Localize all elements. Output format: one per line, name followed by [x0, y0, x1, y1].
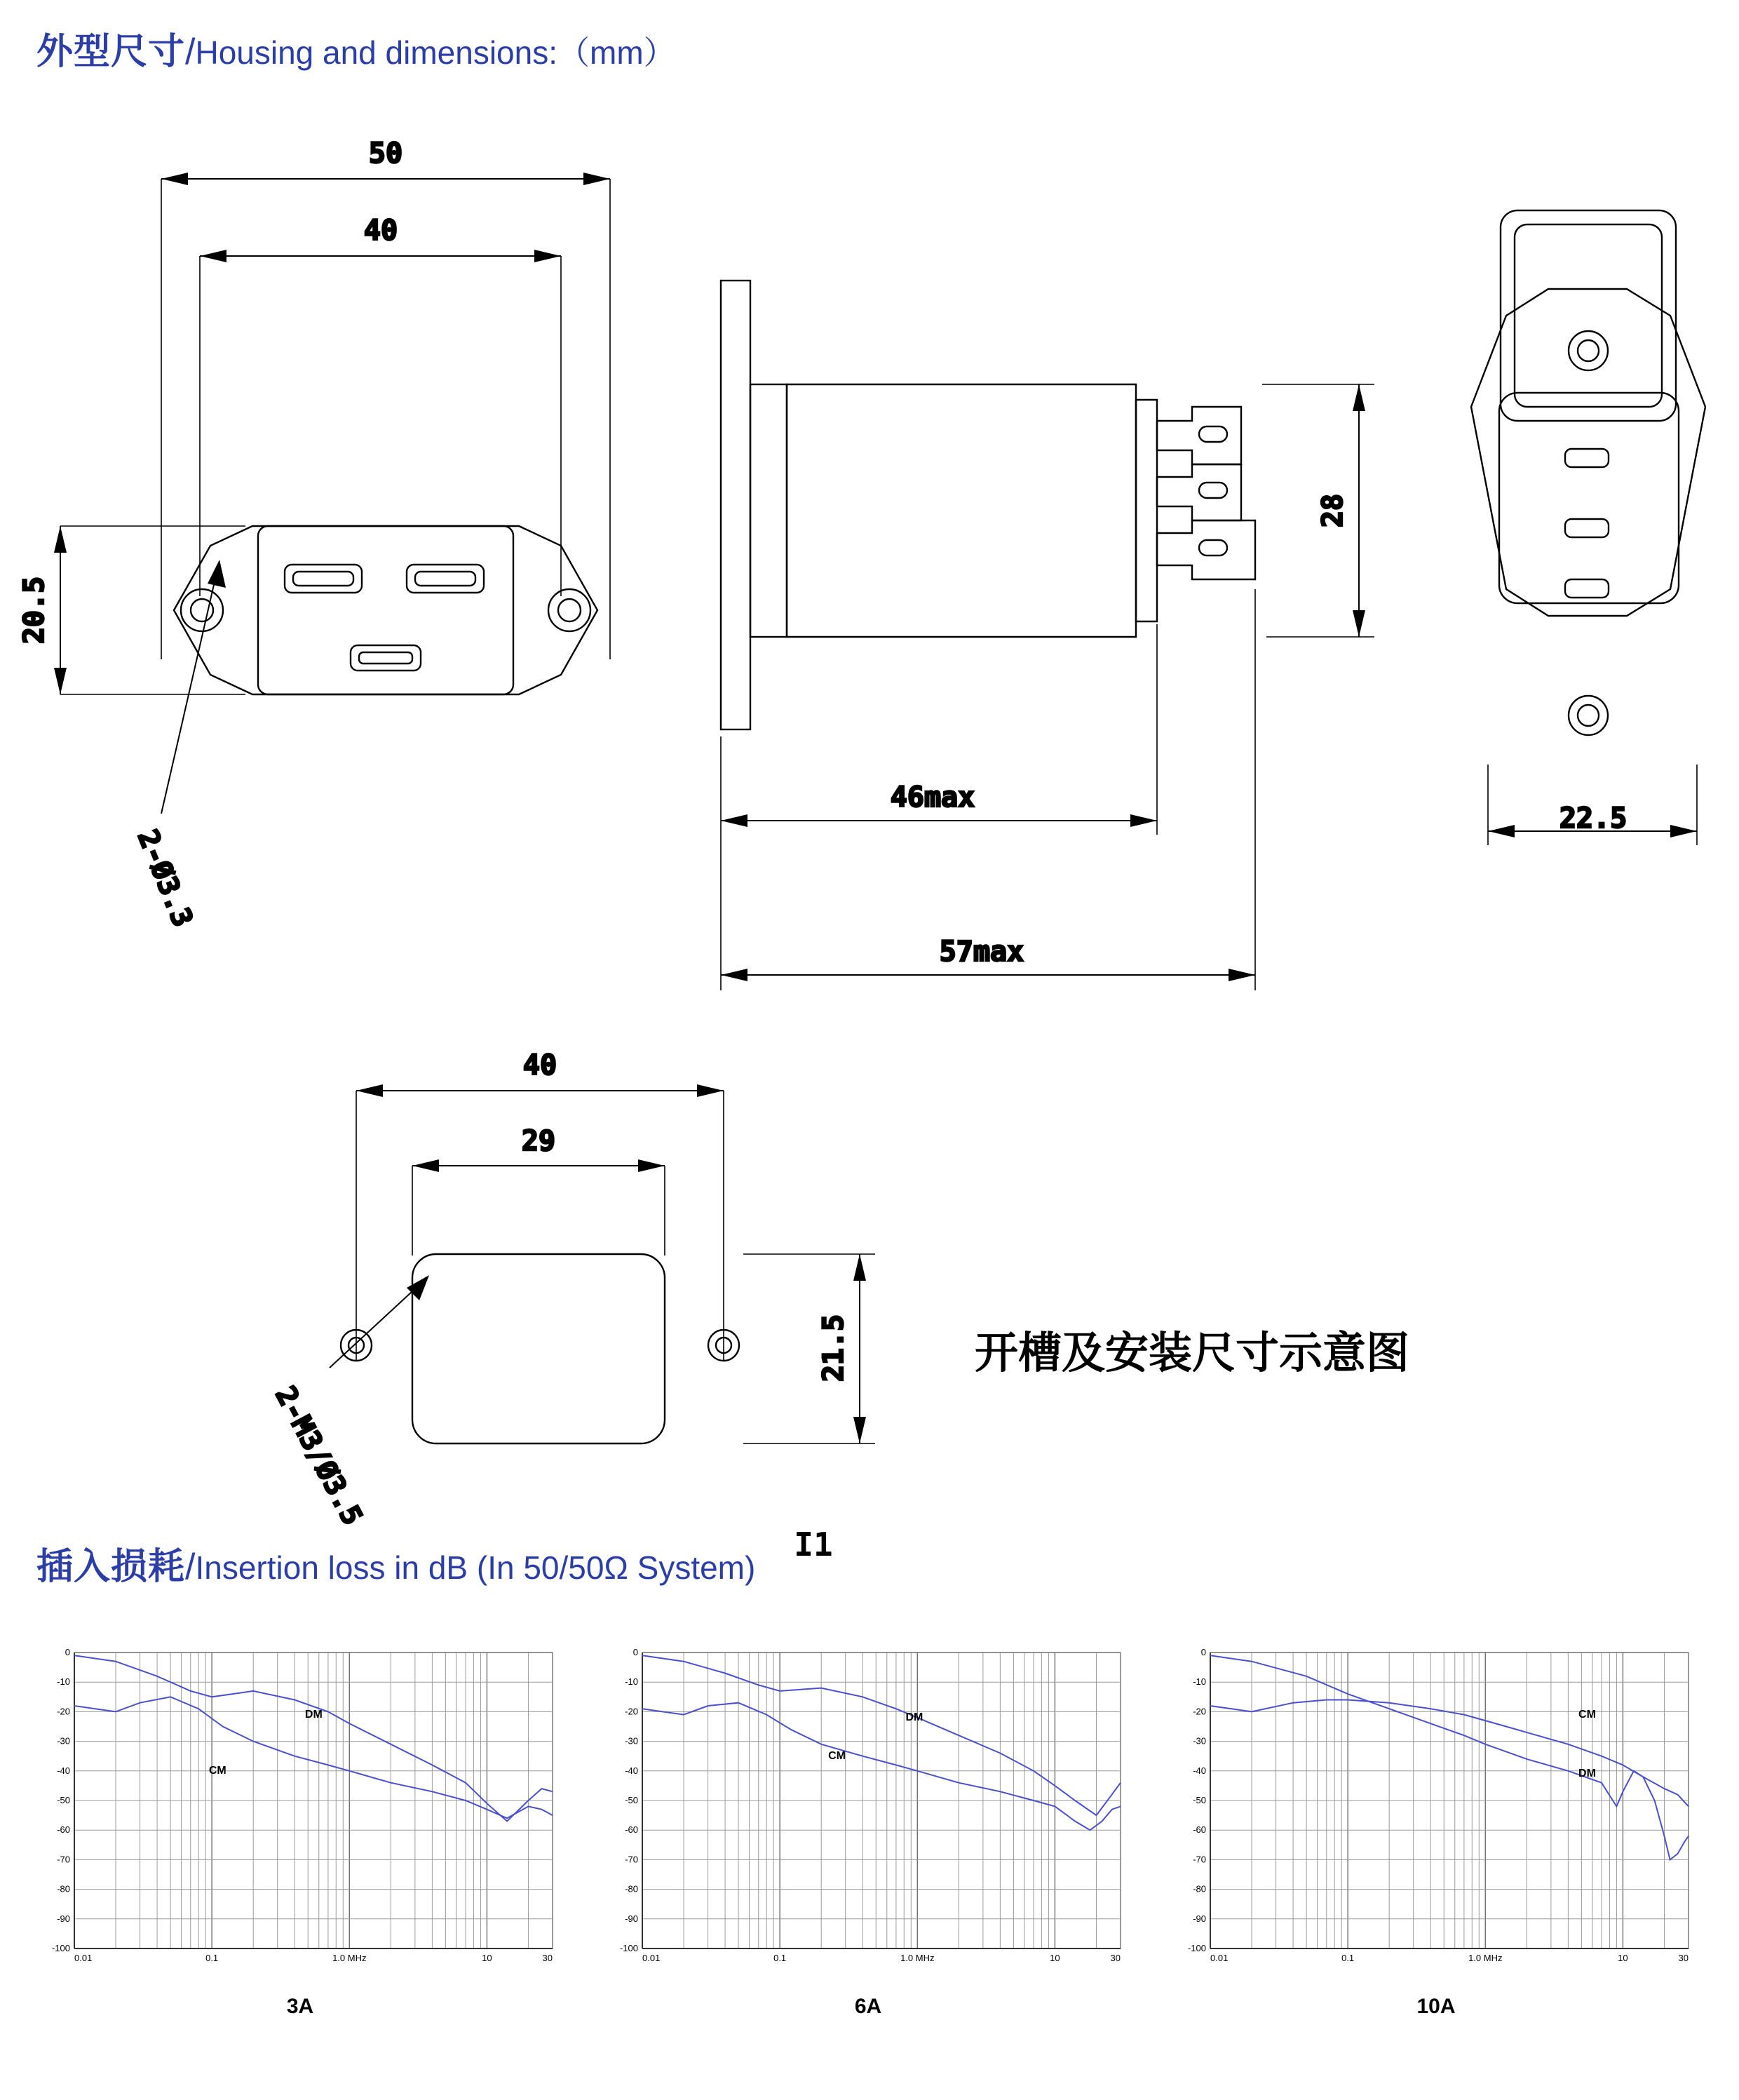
- side-body: [787, 384, 1136, 637]
- side-neck: [750, 384, 787, 637]
- dim-57max: [721, 589, 1255, 990]
- svg-text:-100: -100: [51, 1943, 70, 1953]
- front-pin-slot-left: [285, 565, 362, 593]
- svg-text:10: 10: [1618, 1953, 1628, 1963]
- svg-text:-20: -20: [1193, 1706, 1206, 1717]
- front-pin-slot-left-inner: [293, 572, 353, 586]
- chart-3a: [34, 1634, 567, 1985]
- svg-text:-90: -90: [57, 1913, 70, 1924]
- side-terminal-middle: [1157, 464, 1241, 520]
- chart-caption-6a: 6A: [854, 1995, 882, 2018]
- rear-mount-hole-bottom: [1569, 696, 1608, 735]
- svg-text:30: 30: [1110, 1953, 1121, 1963]
- chart-6a: [602, 1634, 1135, 1985]
- chart-block-10a: [1170, 1634, 1703, 2019]
- svg-text:1.0 MHz: 1.0 MHz: [332, 1953, 367, 1963]
- panel-cutout-note: 开槽及安装尺寸示意图: [975, 1329, 1410, 1378]
- svg-text:-30: -30: [57, 1735, 70, 1746]
- dim-label-hole-cutout: 2-M3/Ø3.5: [269, 1381, 369, 1531]
- svg-text:-70: -70: [625, 1854, 638, 1865]
- side-terminal-bottom: [1157, 520, 1255, 579]
- svg-text:-20: -20: [57, 1706, 70, 1717]
- svg-text:-50: -50: [57, 1795, 70, 1805]
- front-pin-slot-earth: [351, 645, 421, 671]
- chart-caption-10a: 10A: [1416, 1995, 1456, 2018]
- svg-text:-40: -40: [57, 1765, 70, 1776]
- chart-10a: [1170, 1634, 1703, 1985]
- dim-label-57max: 57max: [939, 936, 1024, 968]
- svg-text:0.1: 0.1: [773, 1953, 787, 1963]
- svg-text:-70: -70: [1193, 1854, 1206, 1865]
- dim-label-22-5: 22.5: [1559, 802, 1628, 835]
- svg-text:-50: -50: [1193, 1795, 1206, 1805]
- front-pin-slot-right: [407, 565, 484, 593]
- chart-block-6a: [602, 1634, 1135, 2019]
- svg-text:0: 0: [1200, 1647, 1206, 1657]
- front-mount-hole-right-inner: [558, 599, 581, 621]
- front-mount-hole-right: [548, 589, 590, 631]
- svg-text:30: 30: [542, 1953, 553, 1963]
- dim-label-50: 50: [368, 137, 403, 170]
- svg-text:10: 10: [482, 1953, 492, 1963]
- rear-socket-face: [1499, 393, 1679, 603]
- svg-text:-80: -80: [1193, 1883, 1206, 1894]
- section-heading-housing-cn: 外型尺寸: [36, 32, 186, 72]
- side-flange-plate: [721, 281, 750, 729]
- chart-caption-3a: 3A: [286, 1995, 314, 2018]
- front-pin-slot-right-inner: [415, 572, 475, 586]
- svg-text:1.0 MHz: 1.0 MHz: [900, 1953, 935, 1963]
- svg-text:-60: -60: [625, 1824, 638, 1836]
- rear-body-inner: [1515, 224, 1662, 407]
- rear-mount-hole-bottom-inner: [1578, 705, 1599, 726]
- chart-block-3a: [34, 1634, 567, 2019]
- rear-mount-hole-top-inner: [1578, 340, 1599, 361]
- panel-cutout-label: I1: [794, 1526, 833, 1563]
- section-heading-housing: [36, 34, 676, 70]
- svg-text:0: 0: [632, 1647, 638, 1657]
- dim-40-front: [200, 250, 561, 596]
- svg-text:-90: -90: [1193, 1913, 1206, 1924]
- section-heading-insertion: [36, 1549, 755, 1585]
- svg-text:-30: -30: [1193, 1735, 1206, 1746]
- svg-text:10: 10: [1050, 1953, 1060, 1963]
- section-heading-insertion-slash: /: [185, 1547, 196, 1587]
- dim-label-20-5: 20.5: [18, 576, 50, 645]
- leader-hole-note-cutout: [330, 1275, 429, 1368]
- dim-21-5: [743, 1254, 875, 1443]
- dim-label-21-5: 21.5: [818, 1314, 850, 1382]
- svg-text:-100: -100: [619, 1943, 638, 1953]
- svg-text:-90: -90: [625, 1913, 638, 1924]
- dim-label-40-cutout: 40: [522, 1049, 557, 1082]
- rear-mount-hole-top: [1569, 331, 1608, 370]
- svg-text:CM: CM: [828, 1749, 846, 1762]
- section-heading-housing-slash: /: [185, 32, 196, 72]
- rear-flange-outline: [1471, 289, 1705, 616]
- side-terminal-top: [1157, 407, 1241, 464]
- rear-slot-center: [1565, 519, 1609, 537]
- svg-text:0.01: 0.01: [1210, 1953, 1229, 1963]
- dim-29: [412, 1159, 665, 1256]
- front-body-outline: [258, 526, 513, 694]
- svg-text:0: 0: [65, 1647, 70, 1657]
- front-mount-hole-left: [181, 589, 223, 631]
- mechanical-drawings: [0, 105, 1739, 1563]
- svg-text:0.01: 0.01: [642, 1953, 661, 1963]
- svg-text:CM: CM: [208, 1765, 226, 1777]
- svg-text:-10: -10: [57, 1676, 70, 1688]
- svg-text:-70: -70: [57, 1854, 70, 1865]
- svg-text:-80: -80: [57, 1883, 70, 1894]
- svg-text:0.01: 0.01: [74, 1953, 93, 1963]
- rear-slot-right: [1565, 579, 1609, 598]
- svg-text:-100: -100: [1187, 1943, 1206, 1953]
- front-pin-slot-earth-inner: [359, 652, 412, 664]
- svg-text:-60: -60: [57, 1824, 70, 1836]
- svg-text:-20: -20: [625, 1706, 638, 1717]
- svg-text:DM: DM: [1578, 1768, 1596, 1780]
- svg-text:0.1: 0.1: [205, 1953, 219, 1963]
- svg-text:0.1: 0.1: [1341, 1953, 1355, 1963]
- svg-text:-60: -60: [1193, 1824, 1206, 1836]
- side-body-cap: [1136, 400, 1157, 621]
- section-heading-housing-en: Housing and dimensions:（mm）: [195, 34, 676, 71]
- svg-text:-80: -80: [625, 1883, 638, 1894]
- dim-label-40-front: 40: [363, 215, 398, 247]
- svg-text:1.0 MHz: 1.0 MHz: [1468, 1953, 1503, 1963]
- svg-text:-30: -30: [625, 1735, 638, 1746]
- dim-label-29: 29: [521, 1125, 556, 1157]
- section-heading-insertion-cn: 插入损耗: [36, 1547, 186, 1587]
- svg-text:-10: -10: [1193, 1676, 1206, 1688]
- panel-cutout-outline: [412, 1254, 665, 1443]
- svg-text:-40: -40: [625, 1765, 638, 1776]
- dim-label-hole-front: 2-Ø3.3: [130, 825, 199, 931]
- svg-text:-50: -50: [625, 1795, 638, 1805]
- dim-label-46max: 46max: [890, 781, 975, 814]
- svg-text:30: 30: [1678, 1953, 1689, 1963]
- dim-20-5: [54, 526, 245, 694]
- svg-text:DM: DM: [905, 1711, 923, 1724]
- svg-text:-10: -10: [625, 1676, 638, 1688]
- leader-hole-note-front: [161, 560, 226, 814]
- section-heading-insertion-en: Insertion loss in dB (In 50/50Ω System): [195, 1549, 756, 1586]
- front-flange-outline: [174, 526, 597, 694]
- svg-text:CM: CM: [1578, 1708, 1596, 1721]
- svg-text:DM: DM: [304, 1708, 323, 1721]
- svg-text:-40: -40: [1193, 1765, 1206, 1776]
- dim-label-28: 28: [1317, 493, 1349, 528]
- rear-slot-left: [1565, 449, 1609, 467]
- rear-body-outline: [1501, 210, 1676, 421]
